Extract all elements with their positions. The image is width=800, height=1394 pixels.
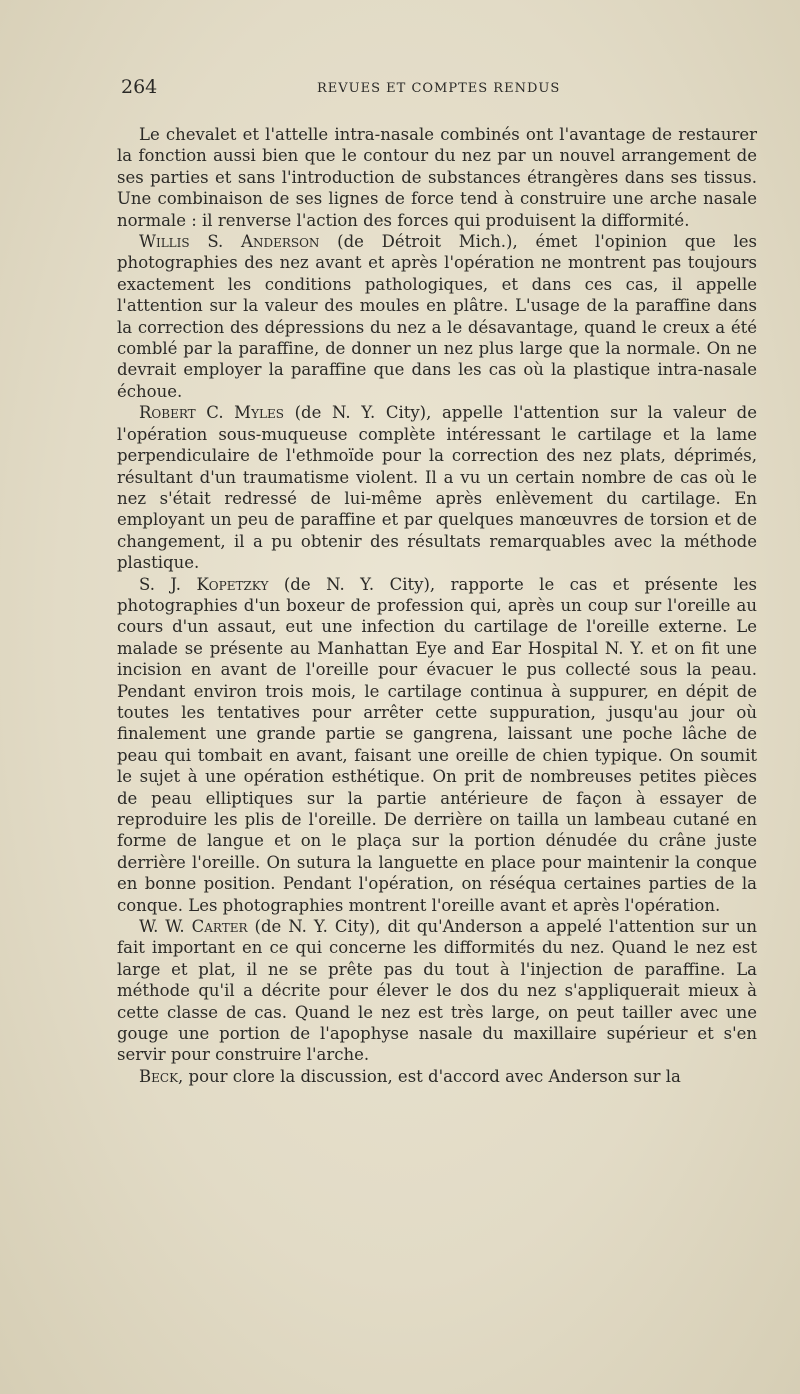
speaker-name: Beck [139,1066,179,1086]
paragraph-text: (de N. Y. City), appelle l'attention sur la valeur de l'opération sous-muqueuse complète intéressant le cartilage et la lame perpendiculaire de l'ethmoïde pour la correction des nez plats, déprimés, résultant d'un traumatisme violent. Il a vu un certain nombre de cas où le nez s'était redressé de lui-même après enlèvement du cartilage. En employant un peu de paraffine et par quelques manœuvres de torsion et de changement, il a pu obtenir des résultats remarquables avec la méthode plastique. [117,403,757,573]
paragraph-text: (de N. Y. City), rapporte le cas et présente les photographies d'un boxeur de profession qui, après un coup sur l'oreille au cours d'un assaut, eut une infection du cartilage de l'oreille externe. Le malade se présente au Manhattan Eye and Ear Hospital N. Y. et on fit une incision en avant de l'oreille pour évacuer le pus collecté sous la peau. Pendant environ trois mois, le cartilage continua à suppurer, en dépit de toutes les tentatives pour arrêter cette suppuration, jusqu'au jour où finalement une grande partie se gangrena, laissant une poche lâche de peau qui tombait en avant, faisant une oreille de chien typique. On soumit le sujet à une opération esthétique. On prit de nombreuses petites pièces de peau elliptiques sur la partie antérieure de façon à essayer de reproduire les plis de l'oreille. De derrière on tailla un lambeau cutané en forme de langue et on le plaça sur la portion dénudée du crâne juste derrière l'oreille. On sutura la languette en place pour maintenir la conque en bonne position. Pendant l'opération, on réséqua certaines parties de la conque. Les photographies montrent l'oreille avant et après l'opération. [117,574,757,915]
speaker-name: Willis S. Anderson [139,232,320,252]
paragraph-kopetzky [117,574,757,917]
page-number: 264 [121,76,158,98]
paragraph-text: (de Détroit Mich.), émet l'opinion que les photographies des nez avant et après l'opération ne montrent pas toujours exactement les conditions pathologiques, et dans ces cas, il appelle l'attention sur la valeur des moules en plâtre. L'usage de la paraffine dans la correction des dépressions du nez a le désavantage, quand le creux a été comblé par la paraffine, de donner un nez plus large que la normale. On ne devrait employer la paraffine que dans les cas où la plastique intra-nasale échoue. [117,232,757,401]
paragraph-1-text: Le chevalet et l'attelle intra-nasale combinés ont l'avantage de restaurer la fonction aussi bien que le contour du nez par un nouvel arrangement de ses parties et sans l'introduction de substances étrangères dans ses tissus. Une combinaison de ses lignes de force tend à construire une arche nasale normale : il renverse l'action des forces qui produisent la difformité. [117,125,757,230]
speaker-name: Robert C. Myles [139,403,284,423]
paragraph-carter [117,916,757,1066]
speaker-name: S. J. Kopetzky [139,574,269,594]
paragraph-beck [117,1066,757,1087]
paragraph-1 [117,124,757,231]
paragraph-text: , pour clore la discussion, est d'accord avec Anderson sur la [178,1066,681,1086]
speaker-name: W. W. Carter [139,917,248,937]
paragraph-anderson [117,231,757,402]
page-header [117,76,757,106]
paragraph-text: (de N. Y. City), dit qu'Anderson a appelé l'attention sur un fait important en ce qui concerne les difformités du nez. Quand le nez est large et plat, il ne se prête pas du tout à l'injection de paraffine. La méthode qu'il a décrite pour élever le dos du nez s'appliquerait mieux à cette classe de cas. Quand le nez est très large, on peut tailler avec une gouge une portion de l'apophyse nasale du maxillaire supérieur et s'en servir pour construire l'arche. [117,917,757,1065]
body-text [117,124,757,1087]
running-head: REVUES ET COMPTES RENDUS [317,81,561,96]
paragraph-myles [117,402,757,573]
